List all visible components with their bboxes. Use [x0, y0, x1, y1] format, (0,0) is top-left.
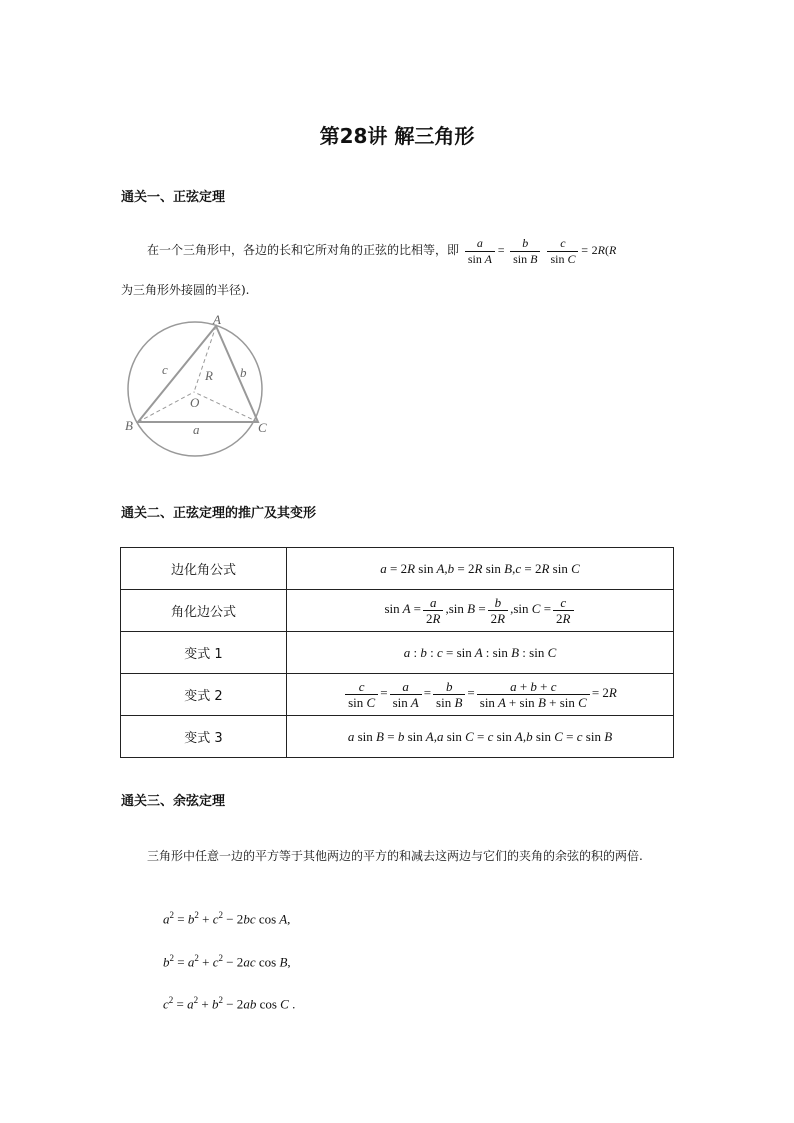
table-row: [121, 716, 674, 758]
table-row: [121, 632, 674, 674]
label-o-center: O: [190, 395, 200, 410]
row-key: 变式 2: [121, 674, 287, 716]
sine-law-variants-table: [120, 547, 674, 758]
table-row: [121, 548, 674, 590]
label-c-vertex: C: [258, 420, 267, 435]
sine-law-paragraph: [121, 236, 681, 267]
cosine-law-paragraph: 三角形中任意一边的平方等于其他两边的平方的和减去这两边与它们的夹角的余弦的积的两倍.: [147, 849, 643, 863]
row-key: 边化角公式: [121, 548, 287, 590]
row-key: 变式 1: [121, 632, 287, 674]
cosine-law-c: $c^2 = a^2 + b^2 - 2ab$ cos C .: [163, 995, 296, 1012]
cosine-law-b: $b^2 = a^2 + c^2 - 2ac$ cos B,: [163, 953, 291, 970]
row-formula: sin A = $\frac{a}{2R}$ ,sin B = $\frac{b}{2R}$ ,sin C = $\frac{c}{2R}$: [287, 590, 674, 632]
row-formula: a sin B = b sin A,a sin C = c sin A,b sin C = c sin B: [287, 716, 674, 758]
section-heading-3: 通关三、余弦定理: [121, 794, 226, 809]
row-formula: a : b : c = sin A : sin B : sin C: [287, 632, 674, 674]
table-row: [121, 590, 674, 632]
sine-law-text: 在一个三角形中，各边的长和它所对角的正弦的比相等，即: [147, 243, 460, 258]
label-a-vertex: A: [213, 312, 221, 327]
row-formula: $\frac{c}{\text{sin C}}$ = $\frac{a}{\text{sin A}}$ = $\frac{b}{\text{sin B}}$ = $\frac{a + b + c}{\text{sin A + sin B + sin C}}$ = 2R: [287, 674, 674, 716]
table-row: [121, 674, 674, 716]
label-a-side: a: [193, 422, 200, 437]
label-c-side: c: [162, 362, 168, 377]
section-heading-2: 通关二、正弦定理的推广及其变形: [121, 506, 317, 521]
row-key: 变式 3: [121, 716, 287, 758]
row-formula: a = 2R sin A,b = 2R sin B,c = 2R sin C: [287, 548, 674, 590]
radius-ob: [138, 392, 194, 422]
page-title: 第28讲 解三角形: [319, 124, 475, 148]
sine-law-formula: $\frac{a}{\text{sin A}}$ = $\frac{b}{\text{sin B}}$ $\frac{c}{\text{sin C}}$ = 2R(R: [463, 243, 616, 257]
sine-law-paragraph-cont: 为三角形外接圆的半径).: [121, 283, 250, 297]
circumcircle-figure: [118, 312, 278, 462]
label-b-side: b: [240, 365, 247, 380]
cosine-law-a: $a^2 = b^2 + c^2 - 2bc$ cos A,: [163, 910, 291, 927]
radius-oc: [194, 392, 258, 422]
label-r-radius: R: [205, 368, 213, 383]
section-heading-1: 通关一、正弦定理: [121, 190, 226, 205]
row-key: 角化边公式: [121, 590, 287, 632]
label-b-vertex: B: [125, 418, 133, 433]
